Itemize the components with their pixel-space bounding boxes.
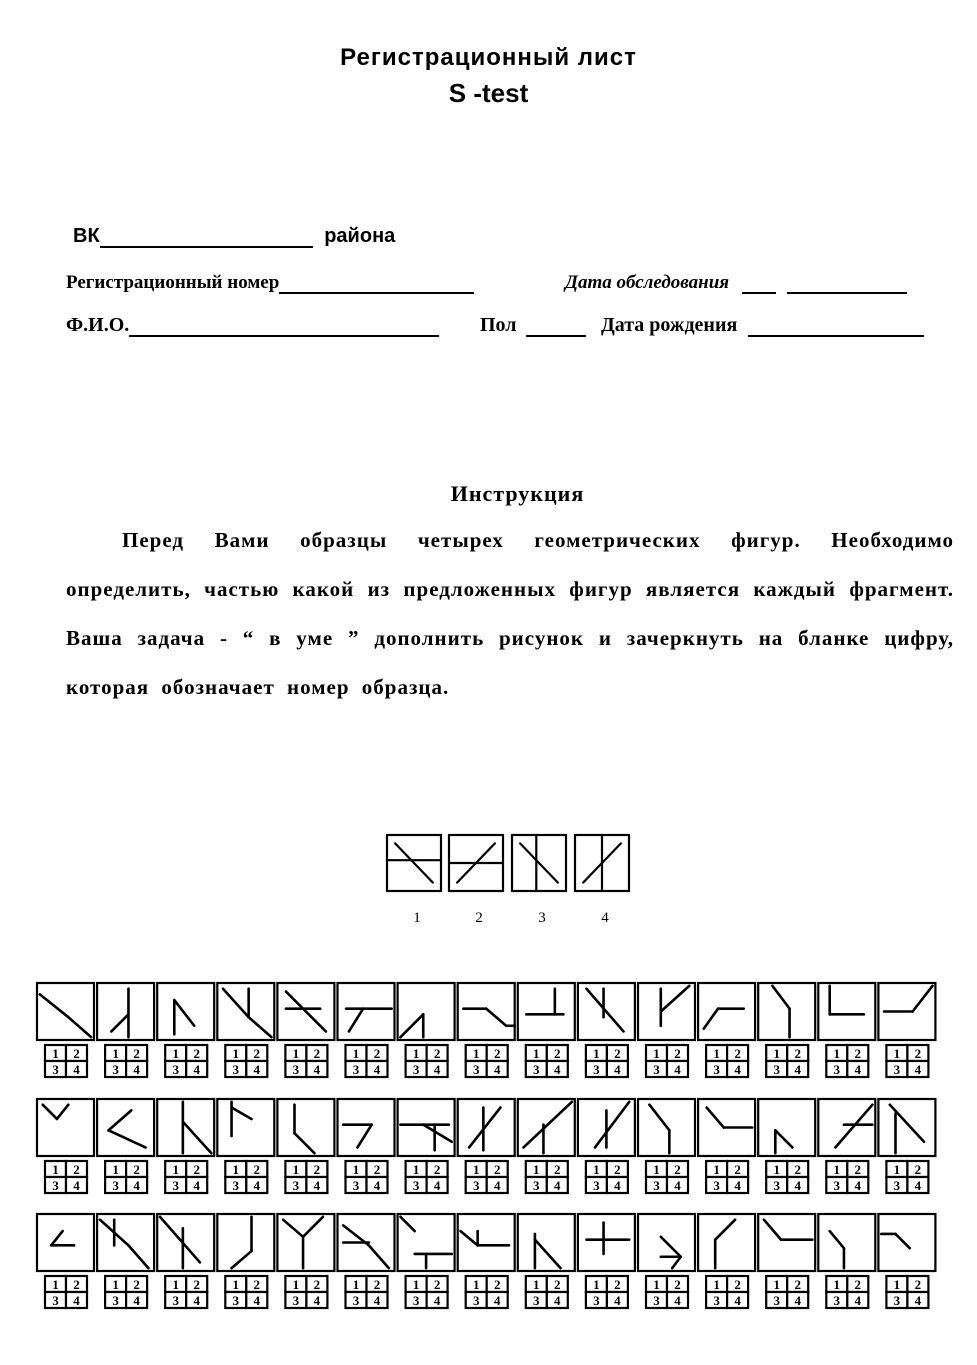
answer-cell-r1-c4-1-digit: 1 [232, 1046, 240, 1061]
vk-label: ВК [73, 225, 100, 247]
answer-cell-r3-c13-4-digit: 4 [794, 1293, 801, 1308]
fragment-r3-c5-stroke-1 [283, 1220, 303, 1237]
answer-cell-r2-c4-2-digit: 2 [253, 1162, 261, 1177]
answer-cell-r3-c6-3-digit: 3 [352, 1293, 360, 1308]
answer-cell-r2-c6-4-digit: 4 [373, 1178, 381, 1193]
answer-cell-r3-c11-4-digit: 4 [674, 1293, 681, 1308]
answer-cell-r2-c3-4-digit: 4 [193, 1178, 200, 1193]
answer-cell-r3-c13-3-digit: 3 [773, 1293, 780, 1308]
fragment-r1-c4-stroke-1 [223, 989, 249, 1018]
answer-cell-r2-c3-1-digit: 1 [172, 1162, 179, 1177]
fragment-r3-c11-stroke-1 [661, 1237, 681, 1257]
fragment-r1-c5-stroke-3 [306, 1012, 326, 1032]
answer-cell-r3-c14-2-digit: 2 [854, 1277, 862, 1292]
answer-cell-r1-c4-2-digit: 2 [253, 1046, 261, 1061]
fragment-r1-c8 [458, 983, 515, 1040]
sample-label-2: 2 [475, 910, 483, 926]
answer-cell-r2-c13-1-digit: 1 [773, 1162, 780, 1177]
answer-cell-r3-c12-3-digit: 3 [713, 1293, 720, 1308]
answer-cell-r2-c10-1-digit: 1 [593, 1162, 600, 1177]
answer-cell-r2-c6-3-digit: 3 [352, 1178, 360, 1193]
answer-cell-r1-c15-4-digit: 4 [914, 1062, 922, 1077]
answer-cell-r3-c12-2-digit: 2 [734, 1277, 741, 1292]
answer-cell-r1-c15-1-digit: 1 [893, 1046, 901, 1061]
answer-cell-r1-c4-3-digit: 3 [232, 1062, 240, 1077]
answer-cell-r2-c2-1-digit: 1 [112, 1162, 119, 1177]
answer-cell-r1-c6-2-digit: 2 [373, 1046, 381, 1061]
answer-cell-r1-c13-2-digit: 2 [794, 1046, 801, 1061]
exam-date-label: Дата обследования [565, 272, 730, 293]
fragment-r1-c14 [818, 983, 875, 1040]
instruction-text: Перед Вами образцы четырех геометрических фигур. Необходимо определить, частью какой из предложенных фигур является каждый фрагмент. Ваша задача - “ в уме ” дополнить рисунок и зачеркнуть на бланке цифру, которая обозначает номер образца. [66, 528, 954, 699]
fio-label: Ф.И.О. [66, 314, 130, 336]
answer-cell-r1-c8-2-digit: 2 [493, 1046, 501, 1061]
answer-cell-r1-c1-2-digit: 2 [73, 1046, 80, 1061]
answer-cell-r1-c13-1-digit: 1 [773, 1046, 780, 1061]
fragment-r1-c1-stroke-1 [40, 994, 69, 1017]
answer-cell-r2-c12-4-digit: 4 [734, 1178, 741, 1193]
answer-cell-r3-c5-3-digit: 3 [292, 1293, 300, 1308]
answer-cell-r3-c3-4-digit: 4 [193, 1293, 200, 1308]
fragment-r1-c13 [758, 983, 815, 1040]
answer-cell-r3-c2-1-digit: 1 [112, 1277, 119, 1292]
answer-cell-r1-c10-1-digit: 1 [593, 1046, 600, 1061]
fragment-r2-c6-stroke-2 [357, 1125, 371, 1148]
answer-cell-r2-c7-2-digit: 2 [433, 1162, 441, 1177]
answer-cell-r3-c9-3-digit: 3 [533, 1293, 540, 1308]
answer-cell-r2-c5-3-digit: 3 [292, 1178, 300, 1193]
answer-cell-r1-c12-2-digit: 2 [734, 1046, 741, 1061]
fragment-r3-c4 [217, 1214, 274, 1271]
answer-cell-r1-c14-1-digit: 1 [833, 1046, 841, 1061]
fragment-r2-c8-stroke-1 [469, 1108, 500, 1148]
answer-cell-r3-c8-4-digit: 4 [493, 1293, 501, 1308]
fragment-r1-c2 [97, 983, 154, 1040]
sample-figure-3-stroke-1 [520, 843, 558, 882]
answer-cell-r3-c7-1-digit: 1 [412, 1277, 420, 1292]
fragment-r2-c1-stroke-2 [57, 1105, 68, 1119]
answer-cell-r3-c5-2-digit: 2 [313, 1277, 321, 1292]
answer-cell-r1-c2-2-digit: 2 [133, 1046, 140, 1061]
answer-cell-r1-c11-2-digit: 2 [674, 1046, 681, 1061]
answer-cell-r1-c7-3-digit: 3 [412, 1062, 420, 1077]
fragment-r2-c2-stroke-1 [109, 1130, 146, 1147]
answer-cell-r2-c8-1-digit: 1 [472, 1162, 480, 1177]
answer-cell-r3-c9-2-digit: 2 [554, 1277, 561, 1292]
answer-cell-r3-c10-4-digit: 4 [614, 1293, 621, 1308]
answer-cell-r2-c4-1-digit: 1 [232, 1162, 240, 1177]
fragment-r2-c15 [878, 1099, 935, 1156]
answer-cell-r3-c14-4-digit: 4 [854, 1293, 862, 1308]
sample-label-1: 1 [413, 910, 421, 926]
answer-cell-r2-c13-2-digit: 2 [794, 1162, 801, 1177]
answer-cell-r2-c15-2-digit: 2 [914, 1162, 922, 1177]
fragment-r1-c4-stroke-2 [249, 1017, 272, 1037]
answer-cell-r2-c14-2-digit: 2 [854, 1162, 862, 1177]
fragment-r1-c13-stroke-1 [772, 986, 789, 1009]
fragment-r2-c5-stroke-2 [295, 1133, 315, 1153]
fragment-r1-c10-stroke-1 [586, 989, 623, 1032]
answer-cell-r1-c3-4-digit: 4 [193, 1062, 200, 1077]
answer-cell-r1-c8-1-digit: 1 [472, 1046, 480, 1061]
fragment-r3-c9-stroke-2 [535, 1240, 561, 1269]
fragment-r1-c6 [338, 983, 395, 1040]
fragment-r3-c14 [818, 1214, 875, 1271]
answer-cell-r1-c4-4-digit: 4 [253, 1062, 261, 1077]
answer-cell-r1-c13-4-digit: 4 [794, 1062, 801, 1077]
answer-cell-r1-c10-2-digit: 2 [614, 1046, 621, 1061]
answer-cell-r3-c7-2-digit: 2 [433, 1277, 441, 1292]
answer-cell-r3-c5-1-digit: 1 [292, 1277, 300, 1292]
fragment-r3-c15-stroke-2 [896, 1234, 910, 1248]
answer-cell-r3-c4-2-digit: 2 [253, 1277, 261, 1292]
answer-cell-r3-c11-2-digit: 2 [674, 1277, 681, 1292]
answer-cell-r1-c13-3-digit: 3 [773, 1062, 780, 1077]
fragment-r1-c12-stroke-1 [704, 1009, 718, 1029]
answer-cell-r3-c2-4-digit: 4 [133, 1293, 140, 1308]
answer-cell-r1-c9-1-digit: 1 [533, 1046, 540, 1061]
answer-cell-r2-c3-2-digit: 2 [193, 1162, 200, 1177]
fragment-r1-c7-stroke-1 [400, 1014, 423, 1037]
answer-cell-r3-c8-1-digit: 1 [472, 1277, 480, 1292]
answer-cell-r1-c15-3-digit: 3 [893, 1062, 901, 1077]
fragment-r2-c13 [758, 1099, 815, 1156]
fragment-r3-c13-stroke-1 [764, 1220, 781, 1240]
fragment-r3-c7-stroke-1 [400, 1217, 414, 1231]
page-title: Регистрационный лист [340, 44, 637, 71]
answer-cell-r2-c7-1-digit: 1 [412, 1162, 420, 1177]
answer-cell-r2-c5-1-digit: 1 [292, 1162, 300, 1177]
fragment-r2-c4 [217, 1099, 274, 1156]
fragment-r3-c10 [578, 1214, 635, 1271]
answer-cell-r2-c12-2-digit: 2 [734, 1162, 741, 1177]
answer-cell-r1-c6-4-digit: 4 [373, 1062, 381, 1077]
answer-cell-r3-c4-1-digit: 1 [232, 1277, 240, 1292]
answer-cell-r3-c6-2-digit: 2 [373, 1277, 381, 1292]
sample-label-4: 4 [601, 910, 609, 926]
fragment-r2-c7-stroke-2 [423, 1125, 452, 1142]
answer-cell-r2-c7-3-digit: 3 [412, 1178, 420, 1193]
answer-cell-r1-c9-3-digit: 3 [533, 1062, 540, 1077]
fragment-r3-c12 [698, 1214, 755, 1271]
answer-cell-r3-c10-2-digit: 2 [614, 1277, 621, 1292]
answer-cell-r1-c14-3-digit: 3 [833, 1062, 841, 1077]
fragment-r2-c9-stroke-1 [524, 1102, 572, 1148]
fragment-r1-c11-stroke-2 [661, 986, 690, 1012]
fragment-r1-c6-stroke-1 [349, 1009, 363, 1032]
answer-cell-r2-c10-3-digit: 3 [593, 1178, 600, 1193]
answer-cell-r3-c3-2-digit: 2 [193, 1277, 200, 1292]
answer-cell-r1-c2-1-digit: 1 [112, 1046, 119, 1061]
answer-cell-r3-c9-1-digit: 1 [533, 1277, 540, 1292]
fragment-r1-c9 [518, 983, 575, 1040]
answer-cell-r2-c8-3-digit: 3 [472, 1178, 480, 1193]
answer-cell-r2-c9-3-digit: 3 [533, 1178, 540, 1193]
fragment-r3-c14-stroke-1 [830, 1231, 844, 1248]
answer-cell-r1-c6-3-digit: 3 [352, 1062, 360, 1077]
answer-cell-r1-c8-3-digit: 3 [472, 1062, 480, 1077]
answer-cell-r2-c1-2-digit: 2 [73, 1162, 80, 1177]
fragment-r3-c5-stroke-3 [303, 1217, 323, 1237]
answer-cell-r3-c15-4-digit: 4 [914, 1293, 922, 1308]
answer-cell-r2-c2-3-digit: 3 [112, 1178, 119, 1193]
answer-cell-r1-c1-4-digit: 4 [73, 1062, 80, 1077]
answer-cell-r3-c3-3-digit: 3 [172, 1293, 179, 1308]
answer-cell-r1-c3-2-digit: 2 [193, 1046, 200, 1061]
fragment-r3-c8 [458, 1214, 515, 1271]
answer-cell-r2-c10-4-digit: 4 [614, 1178, 621, 1193]
answer-cell-r2-c1-1-digit: 1 [52, 1162, 59, 1177]
fragment-r3-c4-stroke-2 [232, 1251, 252, 1268]
fragment-r2-c4-stroke-2 [232, 1108, 252, 1119]
answer-cell-r3-c1-1-digit: 1 [52, 1277, 59, 1292]
answer-cell-r1-c2-3-digit: 3 [112, 1062, 119, 1077]
answer-cell-r1-c15-2-digit: 2 [914, 1046, 922, 1061]
answer-cell-r3-c8-2-digit: 2 [493, 1277, 501, 1292]
answer-cell-r3-c14-1-digit: 1 [833, 1277, 841, 1292]
sex-label: Пол [480, 314, 517, 336]
answer-cell-r3-c10-3-digit: 3 [593, 1293, 600, 1308]
answer-cell-r2-c6-1-digit: 1 [352, 1162, 360, 1177]
answer-cell-r2-c11-3-digit: 3 [653, 1178, 660, 1193]
answer-cell-r3-c7-3-digit: 3 [412, 1293, 420, 1308]
fragment-r3-c1-stroke-1 [51, 1231, 62, 1245]
fragment-r2-c13-stroke-2 [775, 1130, 792, 1147]
answer-cell-r1-c9-2-digit: 2 [554, 1046, 561, 1061]
answer-cell-r2-c5-2-digit: 2 [313, 1162, 321, 1177]
answer-cell-r3-c10-1-digit: 1 [593, 1277, 600, 1292]
answer-cell-r2-c11-1-digit: 1 [653, 1162, 660, 1177]
answer-cell-r2-c1-3-digit: 3 [52, 1178, 59, 1193]
fragment-r1-c11 [638, 983, 695, 1040]
birth-date-label: Дата рождения [601, 314, 738, 336]
answer-cell-r2-c6-2-digit: 2 [373, 1162, 381, 1177]
fragment-r2-c5 [277, 1099, 334, 1156]
district-label: района [324, 225, 396, 247]
answer-cell-r3-c9-4-digit: 4 [554, 1293, 561, 1308]
answer-cell-r3-c15-2-digit: 2 [914, 1277, 922, 1292]
answer-cell-r1-c2-4-digit: 4 [133, 1062, 140, 1077]
answer-cell-r2-c12-1-digit: 1 [713, 1162, 720, 1177]
answer-cell-r1-c5-2-digit: 2 [313, 1046, 321, 1061]
answer-cell-r1-c14-4-digit: 4 [854, 1062, 862, 1077]
answer-cell-r3-c4-4-digit: 4 [253, 1293, 261, 1308]
answer-cell-r2-c9-1-digit: 1 [533, 1162, 540, 1177]
answer-cell-r2-c14-1-digit: 1 [833, 1162, 841, 1177]
answer-cell-r1-c10-4-digit: 4 [614, 1062, 621, 1077]
sample-figure-1-stroke-1 [395, 843, 433, 882]
answer-cell-r3-c14-3-digit: 3 [833, 1293, 841, 1308]
fragment-r2-c6 [338, 1099, 395, 1156]
answer-cell-r3-c7-4-digit: 4 [433, 1293, 441, 1308]
answer-cell-r1-c11-4-digit: 4 [674, 1062, 681, 1077]
answer-cell-r3-c2-3-digit: 3 [112, 1293, 119, 1308]
answer-cell-r1-c6-1-digit: 1 [352, 1046, 360, 1061]
answer-cell-r1-c3-3-digit: 3 [172, 1062, 179, 1077]
answer-cell-r1-c11-1-digit: 1 [653, 1046, 660, 1061]
answer-cell-r3-c1-4-digit: 4 [73, 1293, 80, 1308]
fragment-r2-c12-stroke-1 [707, 1108, 724, 1128]
answer-cell-r2-c13-3-digit: 3 [773, 1178, 780, 1193]
fragment-r2-c3-stroke-2 [183, 1122, 212, 1153]
fragment-r3-c12-stroke-2 [715, 1220, 735, 1240]
answer-cell-r1-c12-4-digit: 4 [734, 1062, 741, 1077]
fragment-r3-c9 [518, 1214, 575, 1271]
answer-cell-r1-c1-3-digit: 3 [52, 1062, 59, 1077]
answer-cell-r1-c9-4-digit: 4 [554, 1062, 561, 1077]
fragment-r1-c12 [698, 983, 755, 1040]
answer-cell-r2-c9-2-digit: 2 [554, 1162, 561, 1177]
answer-cell-r1-c11-3-digit: 3 [653, 1062, 660, 1077]
answer-cell-r2-c9-4-digit: 4 [554, 1178, 561, 1193]
answer-cell-r2-c14-3-digit: 3 [833, 1178, 841, 1193]
answer-cell-r2-c2-2-digit: 2 [133, 1162, 140, 1177]
fragment-r1-c3 [157, 983, 214, 1040]
answer-cell-r2-c15-4-digit: 4 [914, 1178, 922, 1193]
answer-cell-r2-c3-3-digit: 3 [172, 1178, 179, 1193]
answer-cell-r3-c15-1-digit: 1 [893, 1277, 901, 1292]
sample-label-3: 3 [538, 910, 546, 926]
answer-cell-r3-c2-2-digit: 2 [133, 1277, 140, 1292]
answer-cell-r3-c15-3-digit: 3 [893, 1293, 901, 1308]
answer-cell-r1-c5-4-digit: 4 [313, 1062, 321, 1077]
page-subtitle: S -test [448, 78, 529, 108]
fragment-r2-c10-stroke-1 [595, 1102, 629, 1148]
answer-cell-r1-c3-1-digit: 1 [172, 1046, 179, 1061]
answer-cell-r2-c8-2-digit: 2 [493, 1162, 501, 1177]
fragment-r3-c1 [37, 1214, 94, 1271]
answer-cell-r3-c1-3-digit: 3 [52, 1293, 59, 1308]
fragment-r1-c1-stroke-2 [68, 1017, 91, 1037]
answer-cell-r2-c15-1-digit: 1 [893, 1162, 901, 1177]
answer-cell-r3-c12-4-digit: 4 [734, 1293, 741, 1308]
fragment-r2-c11-stroke-1 [649, 1105, 669, 1131]
answer-cell-r3-c8-3-digit: 3 [472, 1293, 480, 1308]
answer-cell-r3-c11-1-digit: 1 [653, 1277, 660, 1292]
answer-cell-r2-c10-2-digit: 2 [614, 1162, 621, 1177]
answer-cell-r2-c8-4-digit: 4 [493, 1178, 501, 1193]
answer-cell-r3-c12-1-digit: 1 [713, 1277, 720, 1292]
answer-cell-r3-c6-1-digit: 1 [352, 1277, 360, 1292]
fragment-r2-c2-stroke-2 [109, 1110, 132, 1130]
fragment-r3-c15 [878, 1214, 935, 1271]
answer-cell-r2-c1-4-digit: 4 [73, 1178, 80, 1193]
answer-cell-r3-c6-4-digit: 4 [373, 1293, 381, 1308]
answer-cell-r1-c12-3-digit: 3 [713, 1062, 720, 1077]
fragment-r3-c3-stroke-1 [160, 1217, 200, 1263]
fragment-r1-c15-stroke-2 [913, 986, 933, 1012]
answer-cell-r2-c5-4-digit: 4 [313, 1178, 321, 1193]
fragment-r3-c8-stroke-1 [461, 1231, 478, 1245]
answer-cell-r3-c11-3-digit: 3 [653, 1293, 660, 1308]
answer-cell-r3-c4-3-digit: 3 [232, 1293, 240, 1308]
answer-cell-r1-c14-2-digit: 2 [854, 1046, 862, 1061]
answer-cell-r2-c12-3-digit: 3 [713, 1178, 720, 1193]
answer-cell-r1-c10-3-digit: 3 [593, 1062, 600, 1077]
fragment-r2-c14-stroke-1 [835, 1105, 872, 1148]
reg-number-label: Регистрационный номер [66, 272, 280, 293]
answer-cell-r2-c4-4-digit: 4 [253, 1178, 261, 1193]
fragment-r2-c14 [818, 1099, 875, 1156]
answer-cell-r1-c7-1-digit: 1 [412, 1046, 420, 1061]
answer-cell-r3-c13-2-digit: 2 [794, 1277, 801, 1292]
fragment-r3-c6-stroke-2 [369, 1245, 389, 1268]
fragment-r3-c2-stroke-2 [128, 1245, 148, 1268]
answer-cell-r2-c11-4-digit: 4 [674, 1178, 681, 1193]
answer-cell-r2-c7-4-digit: 4 [433, 1178, 441, 1193]
fragment-r1-c8-stroke-2 [486, 1009, 506, 1026]
fragment-r2-c1-stroke-1 [43, 1105, 57, 1119]
fragment-r1-c3-stroke-2 [174, 1000, 194, 1026]
fragment-r3-c11-stroke-3 [672, 1257, 681, 1268]
answer-cell-r1-c7-2-digit: 2 [433, 1046, 441, 1061]
answer-cell-r1-c12-1-digit: 1 [713, 1046, 720, 1061]
answer-cell-r3-c3-1-digit: 1 [172, 1277, 179, 1292]
answer-cell-r1-c5-1-digit: 1 [292, 1046, 300, 1061]
answer-cell-r3-c5-4-digit: 4 [313, 1293, 321, 1308]
fragment-r1-c2-stroke-2 [111, 1014, 128, 1031]
answer-cell-r2-c4-3-digit: 3 [232, 1178, 240, 1193]
answer-cell-r3-c13-1-digit: 1 [773, 1277, 780, 1292]
instruction-title: Инструкция [450, 481, 585, 506]
answer-cell-r1-c7-4-digit: 4 [433, 1062, 441, 1077]
answer-cell-r2-c14-4-digit: 4 [854, 1178, 862, 1193]
answer-cell-r2-c13-4-digit: 4 [794, 1178, 801, 1193]
answer-cell-r1-c5-3-digit: 3 [292, 1062, 300, 1077]
answer-cell-r2-c15-3-digit: 3 [893, 1178, 901, 1193]
answer-cell-r1-c8-4-digit: 4 [493, 1062, 501, 1077]
answer-cell-r3-c1-2-digit: 2 [73, 1277, 80, 1292]
answer-cell-r1-c1-1-digit: 1 [52, 1046, 59, 1061]
answer-cell-r2-c11-2-digit: 2 [674, 1162, 681, 1177]
answer-cell-r2-c2-4-digit: 4 [133, 1178, 140, 1193]
